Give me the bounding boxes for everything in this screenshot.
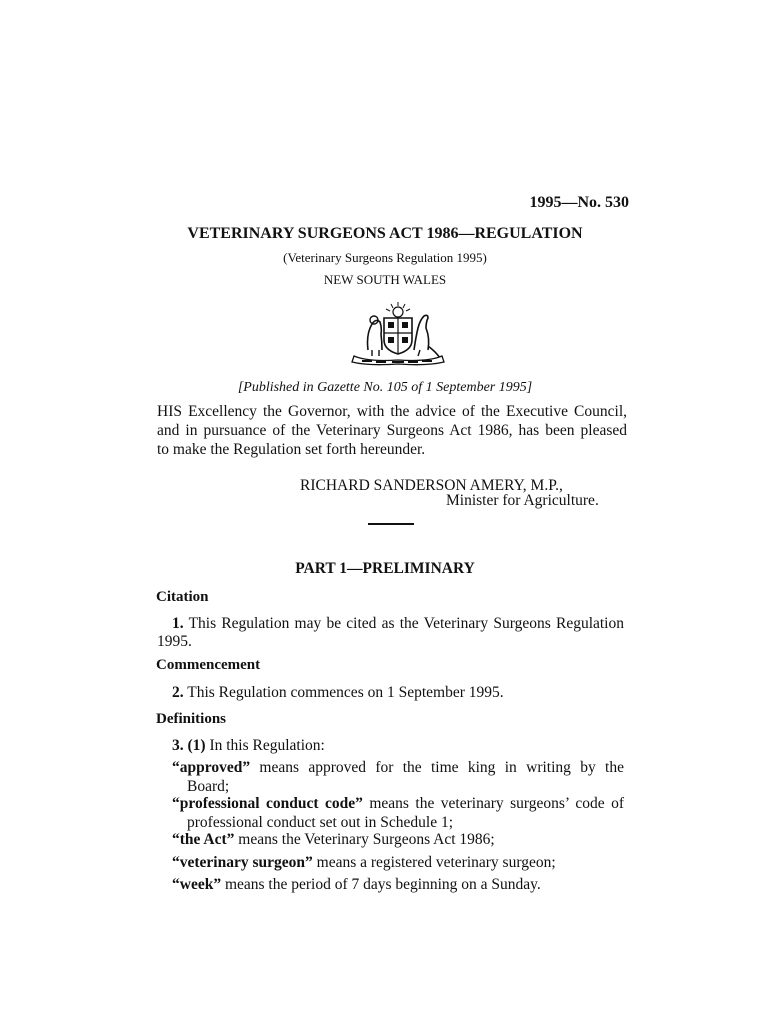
definition-item bbox=[172, 794, 624, 832]
section-1-text-continued: 1995. bbox=[157, 633, 192, 650]
definition-item bbox=[172, 758, 624, 796]
minister-name: RICHARD SANDERSON AMERY, M.P., bbox=[300, 477, 563, 494]
section-number: 1. bbox=[172, 615, 184, 632]
definition-term: “week” bbox=[172, 876, 222, 893]
section-text: In this Regulation: bbox=[209, 737, 325, 754]
definition-term: “approved” bbox=[172, 759, 251, 776]
coat-of-arms-icon bbox=[348, 300, 448, 366]
separator-rule bbox=[368, 523, 414, 525]
definition-text: means the veterinary surgeons’ code of bbox=[369, 795, 625, 812]
definition-text: means a registered veterinary surgeon; bbox=[316, 854, 556, 871]
part-heading: PART 1—PRELIMINARY bbox=[295, 560, 475, 577]
definition-term: “veterinary surgeon” bbox=[172, 854, 313, 871]
definition-text-continued: professional conduct set out in Schedule 1; bbox=[187, 814, 454, 831]
definition-term: “professional conduct code” bbox=[172, 795, 363, 812]
section-2-text bbox=[172, 683, 504, 702]
minister-title: Minister for Agriculture. bbox=[446, 492, 599, 509]
section-text: This Regulation may be cited as the Veterinary Surgeons Regulation bbox=[188, 615, 624, 632]
definition-item bbox=[172, 830, 624, 849]
section-number: 2. bbox=[172, 684, 184, 701]
definition-term: “the Act” bbox=[172, 831, 235, 848]
section-3-intro bbox=[172, 736, 325, 755]
preamble-line: to make the Regulation set forth hereunder. bbox=[157, 441, 426, 458]
subsection-number: (1) bbox=[187, 737, 206, 754]
state-name: NEW SOUTH WALES bbox=[323, 272, 447, 287]
section-heading-definitions: Definitions bbox=[156, 711, 227, 727]
definition-text: means approved for the time king in writing by the bbox=[259, 759, 624, 776]
section-heading-citation: Citation bbox=[156, 589, 209, 605]
definition-text: means the Veterinary Surgeons Act 1986; bbox=[238, 831, 495, 848]
preamble-line: HIS Excellency the Governor, with the advice of the Executive Council, bbox=[157, 403, 627, 420]
section-number: 3. bbox=[172, 737, 184, 754]
definition-text-continued: Board; bbox=[187, 778, 230, 795]
definition-item bbox=[172, 853, 624, 872]
section-heading-commencement: Commencement bbox=[156, 657, 261, 673]
section-1-text bbox=[172, 614, 624, 633]
definition-text: means the period of 7 days beginning on a Sunday. bbox=[224, 876, 541, 893]
gazette-notice: [Published in Gazette No. 105 of 1 September 1995] bbox=[237, 380, 533, 395]
preamble bbox=[157, 402, 627, 459]
section-text: This Regulation commences on 1 September 1995. bbox=[187, 684, 504, 701]
definition-item bbox=[172, 875, 624, 894]
document-number: 1995—No. 530 bbox=[529, 194, 629, 211]
preamble-line: and in pursuance of the Veterinary Surgeons Act 1986, has been pleased bbox=[157, 422, 627, 439]
regulation-title: VETERINARY SURGEONS ACT 1986—REGULATION bbox=[187, 225, 583, 242]
regulation-subtitle: (Veterinary Surgeons Regulation 1995) bbox=[283, 250, 487, 265]
